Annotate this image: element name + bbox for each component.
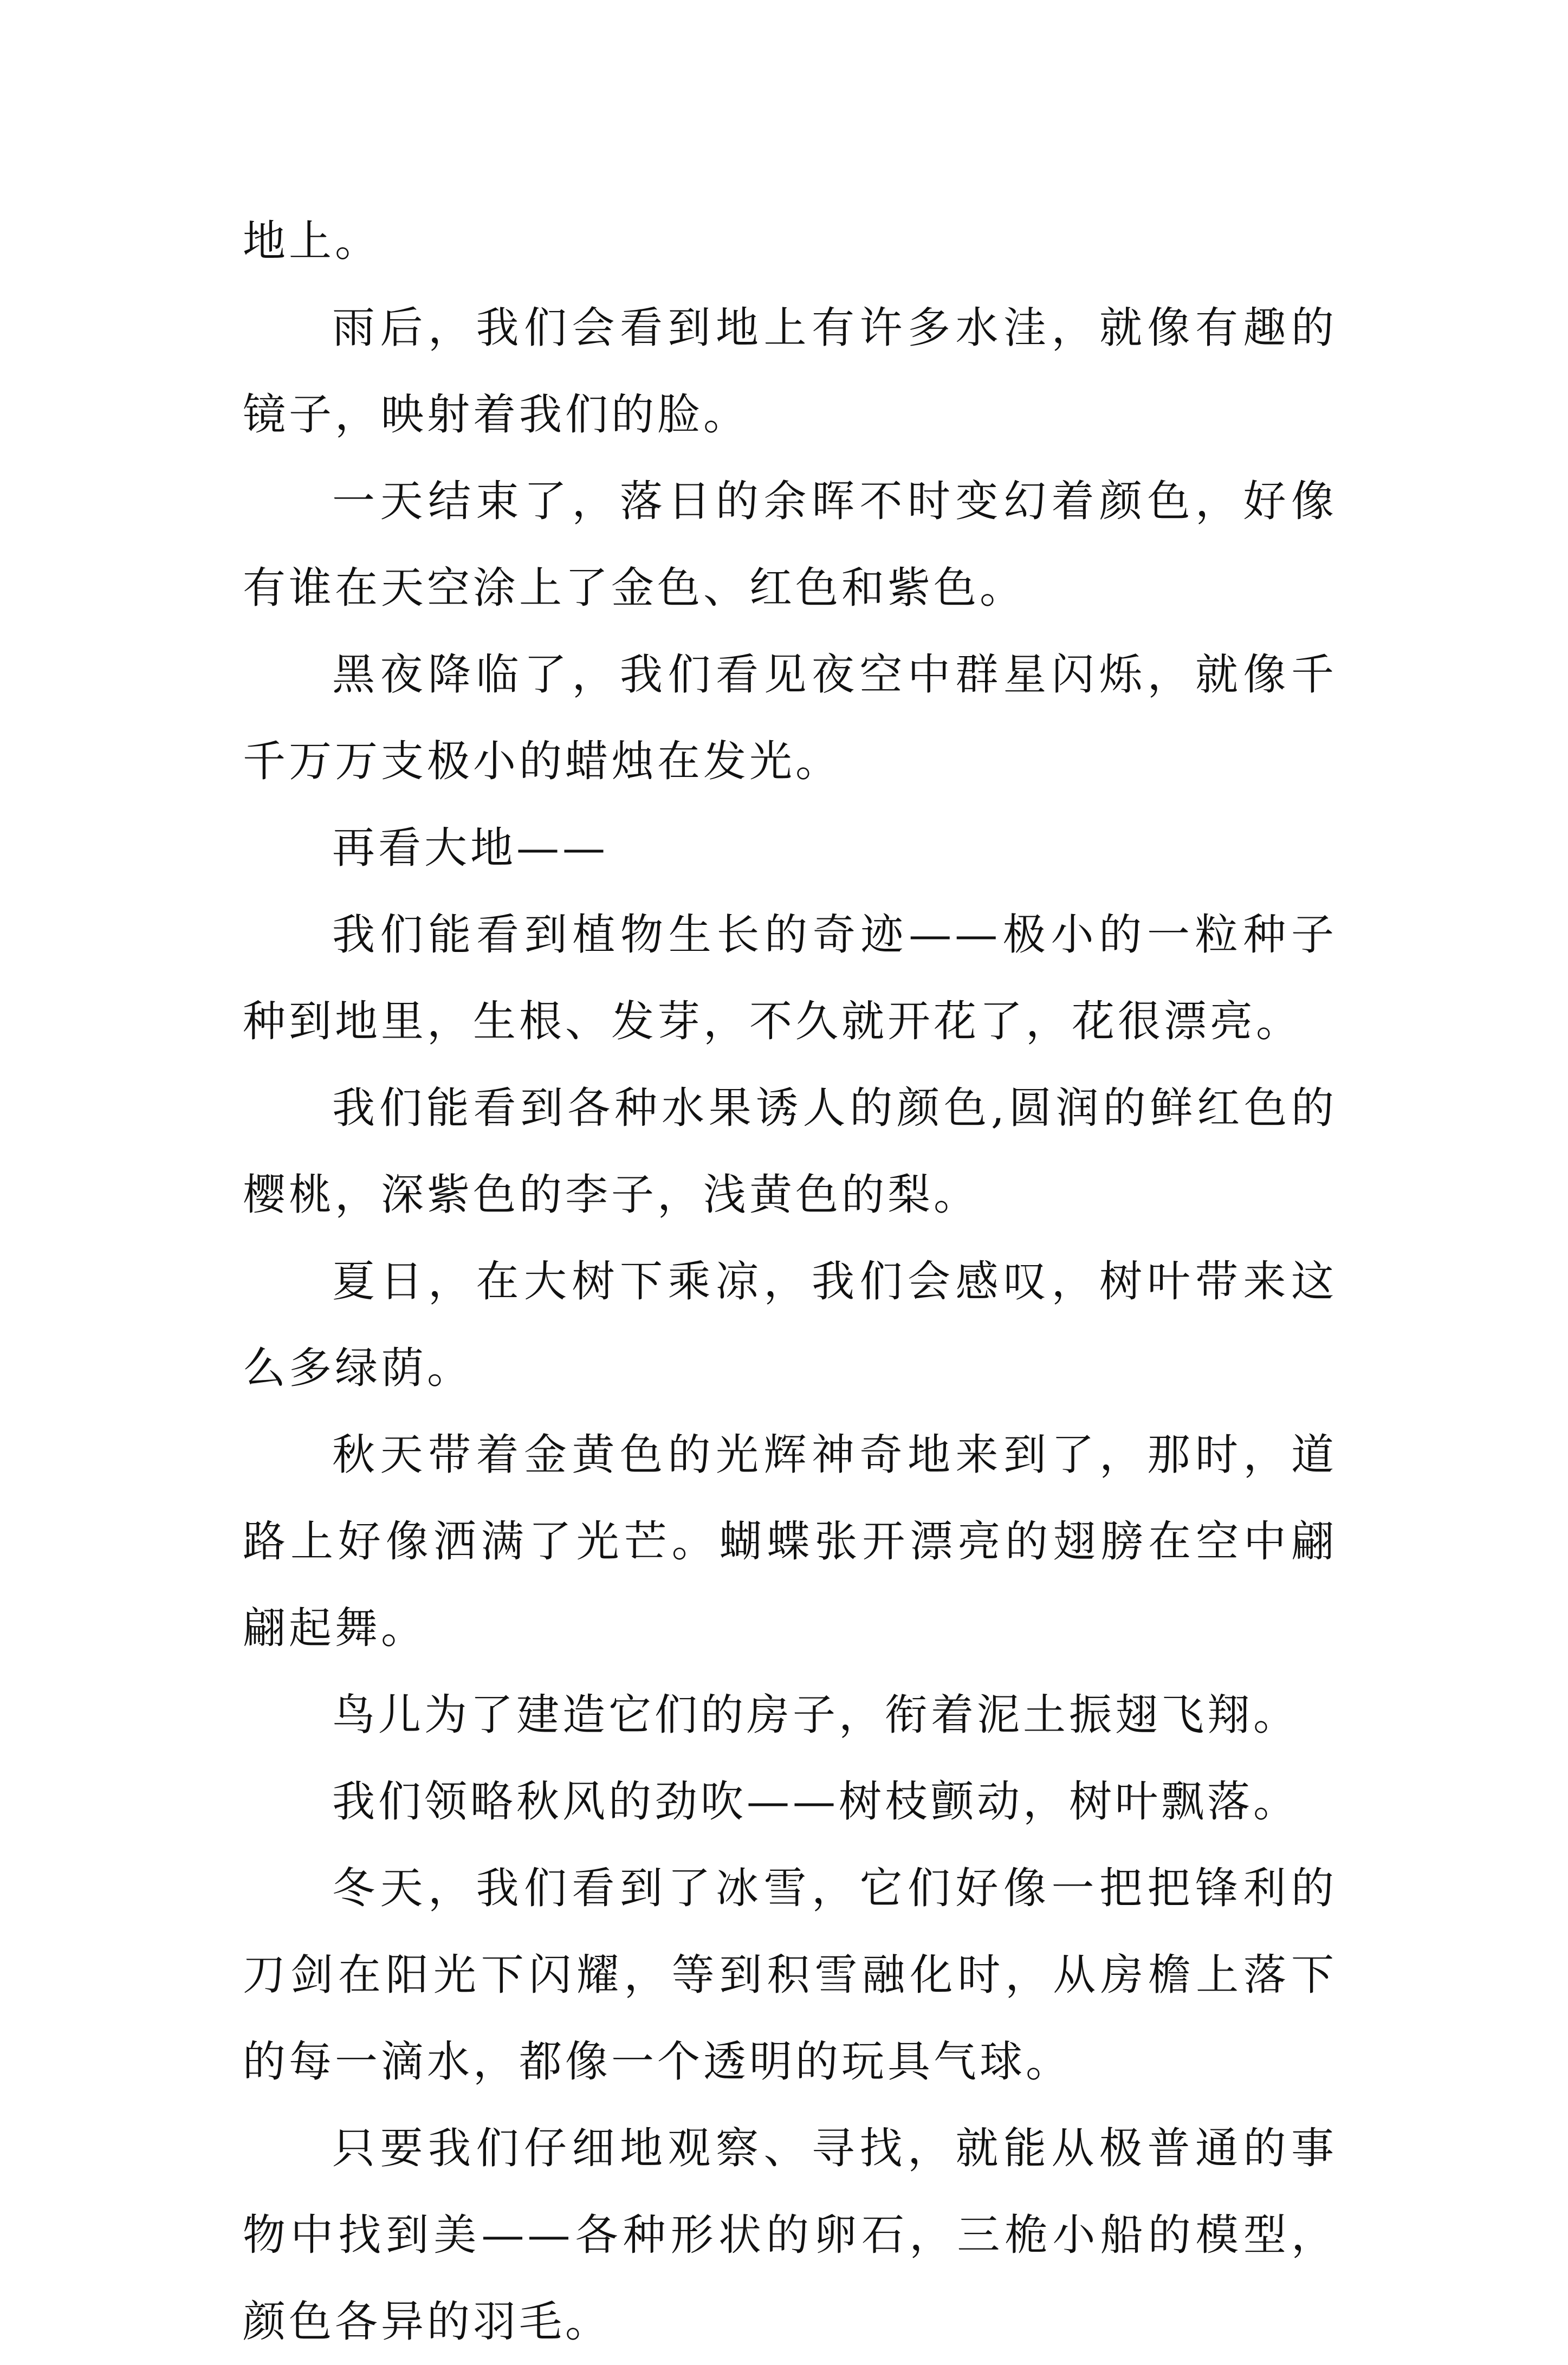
document-body [243,198,1337,2365]
paragraph-10: 鸟儿为了建造它们的房子，衔着泥土振翅飞翔。 [332,1690,1299,1740]
paragraph-4: 黑夜降临了，我们看见夜空中群星闪烁，就像千千万万支极小的蜡烛在发光。 [243,650,1337,786]
paragraph-2: 雨后，我们会看到地上有许多水洼，就像有趣的镜子，映射着我们的脸。 [243,303,1337,439]
paragraph-13: 只要我们仔细地观察、寻找，就能从极普通的事物中找到美——各种形状的卵石，三桅小船的模型，颜色各异的羽毛。 [243,2123,1337,2347]
paragraph-5: 再看大地—— [332,823,608,873]
paragraph-3: 一天结束了，落日的余晖不时变幻着颜色，好像有谁在天空涂上了金色、红色和紫色。 [243,476,1337,613]
paragraph-9: 秋天带着金黄色的光辉神奇地来到了，那时，道路上好像洒满了光芒。蝴蝶张开漂亮的翅膀在空中翩翩起舞。 [243,1430,1337,1653]
paragraph-8: 夏日，在大树下乘凉，我们会感叹，树叶带来这么多绿荫。 [243,1256,1337,1393]
paragraph-1: 地上。 [243,216,381,266]
paragraph-12: 冬天，我们看到了冰雪，它们好像一把把锋利的刀剑在阳光下闪耀，等到积雪融化时，从房檐上落下的每一滴水，都像一个透明的玩具气球。 [243,1863,1337,2087]
paragraph-6: 我们能看到植物生长的奇迹——极小的一粒种子种到地里，生根、发芽，不久就开花了，花很漂亮。 [243,910,1337,1046]
paragraph-7: 我们能看到各种水果诱人的颜色,圆润的鲜红色的樱桃，深紫色的李子，浅黄色的梨。 [243,1083,1337,1220]
paragraph-11: 我们领略秋风的劲吹——树枝颤动，树叶飘落。 [332,1777,1299,1826]
